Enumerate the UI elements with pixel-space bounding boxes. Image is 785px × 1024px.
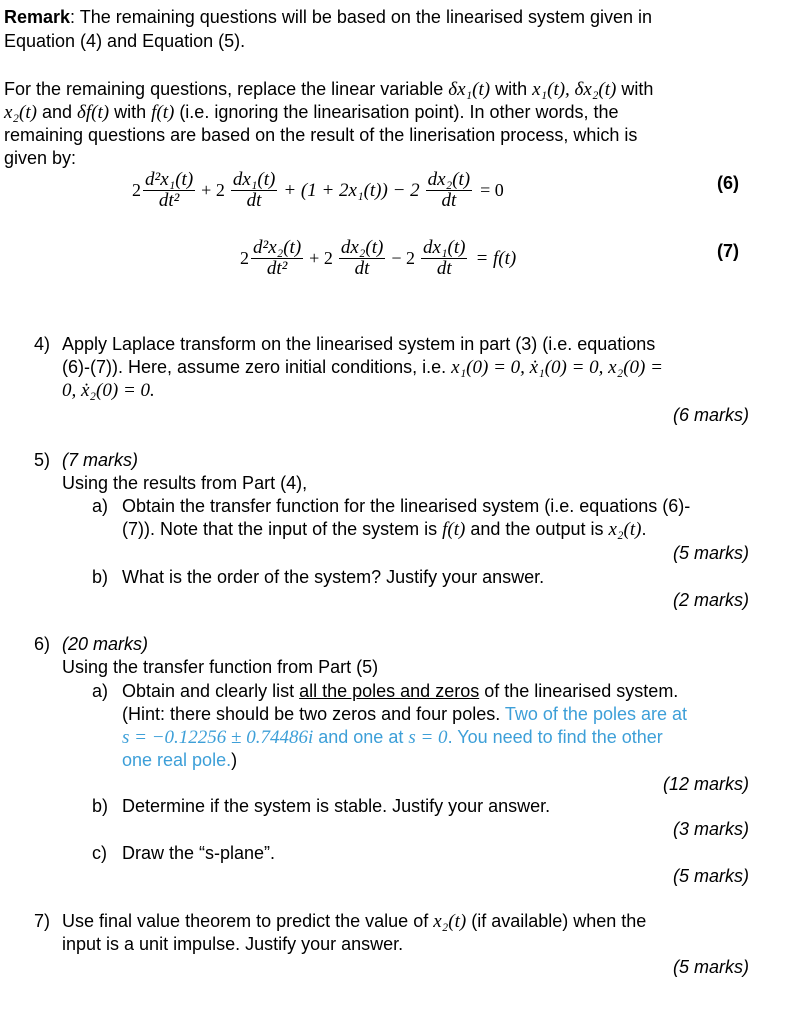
q6a-label: a) bbox=[92, 681, 109, 701]
q6-number: 6) bbox=[34, 634, 51, 654]
q5-intro: Using the results from Part (4), bbox=[62, 473, 308, 493]
q4-number: 4) bbox=[34, 334, 51, 354]
q4-line-1: Apply Laplace transform on the linearised system in part (3) (i.e. equations bbox=[62, 334, 656, 354]
equation-6: 2 $\frac{\text{d²x₁(t)}}{\text{dt²}}$ + 2 $\frac{\text{dx₁(t)}}{dt}$ + (1 + 2x₁(t)) − 2 $\frac{\text{dx₂(t)}}{dt}$ = 0 bbox=[132, 169, 504, 211]
q5a-line-1: Obtain the transfer function for the linearised system (i.e. equations (6)- bbox=[122, 496, 691, 516]
q6b-label: b) bbox=[92, 796, 109, 816]
q6a-line-4: one real pole.) bbox=[122, 750, 238, 770]
fraction: $\frac{\text{d²x₂(t)}}{\text{dt²}}$ bbox=[253, 237, 302, 279]
q5-heading: (7 marks) bbox=[62, 450, 138, 470]
fraction: $\frac{\text{dx₂(t)}}{dt}$ bbox=[427, 169, 471, 211]
fraction: $\frac{\text{dx₁(t)}}{dt}$ bbox=[422, 237, 466, 279]
intro-line-4: given by: bbox=[4, 148, 77, 168]
remark-line-1: Remark: The remaining questions will be based on the linearised system given in bbox=[4, 7, 653, 27]
q6c-marks: (5 marks) bbox=[673, 866, 749, 886]
q6a-line-1: Obtain and clearly list all the poles and zeros of the linearised system. bbox=[122, 681, 679, 701]
q5b-marks: (2 marks) bbox=[673, 590, 749, 610]
q5a-label: a) bbox=[92, 496, 109, 516]
q4-line-3: 0, ẋ₂(0) = 0. bbox=[62, 380, 155, 401]
q7-marks: (5 marks) bbox=[673, 957, 749, 977]
q7-line-1: Use final value theorem to predict the value of x₂(t) (if available) when the bbox=[62, 911, 647, 932]
q6c-text: Draw the “s-plane”. bbox=[122, 843, 276, 863]
q4-line-2: (6)-(7)). Here, assume zero initial conditions, i.e. x₁(0) = 0, ẋ₁(0) = 0, x₂(0) = bbox=[62, 357, 663, 378]
q7-number: 7) bbox=[34, 911, 51, 931]
fraction: $\frac{\text{d²x₁(t)}}{\text{dt²}}$ bbox=[145, 169, 194, 211]
q6b-marks: (3 marks) bbox=[673, 819, 749, 839]
q5-number: 5) bbox=[34, 450, 51, 470]
q5a-marks: (5 marks) bbox=[673, 543, 749, 563]
equation-7-number: (7) bbox=[717, 241, 739, 261]
remark-label: Remark bbox=[4, 7, 71, 27]
intro-line-2: x₂(t) and δf(t) with f(t) (i.e. ignoring the linearisation point). In other words, the bbox=[4, 102, 619, 123]
q5b-label: b) bbox=[92, 567, 109, 587]
remark-line-2: Equation (4) and Equation (5). bbox=[4, 31, 246, 51]
q6c-label: c) bbox=[92, 843, 107, 863]
q6a-line-3: s = −0.12256 ± 0.74486i and one at s = 0. You need to find the other bbox=[122, 727, 663, 748]
q6b-text: Determine if the system is stable. Justify your answer. bbox=[122, 796, 551, 816]
q6a-marks: (12 marks) bbox=[662, 774, 749, 794]
q6-heading: (20 marks) bbox=[62, 634, 149, 654]
q5b-text: What is the order of the system? Justify your answer. bbox=[122, 567, 545, 587]
q7-line-2: input is a unit impulse. Justify your answer. bbox=[62, 934, 404, 954]
equation-7: 2 $\frac{\text{d²x₂(t)}}{\text{dt²}}$ + 2 $\frac{\text{dx₂(t)}}{dt}$ − 2 $\frac{\text{dx₁(t)}}{dt}$ = f(t) bbox=[240, 237, 517, 279]
q5a-line-2: (7)). Note that the input of the system is f(t) and the output is x₂(t). bbox=[122, 519, 647, 540]
q4-marks: (6 marks) bbox=[673, 405, 749, 425]
q6a-line-2: (Hint: there should be two zeros and four poles. Two of the poles are at bbox=[122, 704, 687, 724]
fraction: $\frac{\text{dx₂(t)}}{dt}$ bbox=[340, 237, 384, 279]
equation-6-number: (6) bbox=[717, 173, 739, 193]
q6-intro: Using the transfer function from Part (5) bbox=[62, 657, 379, 677]
fraction: $\frac{\text{dx₁(t)}}{dt}$ bbox=[232, 169, 276, 211]
intro-line-1: For the remaining questions, replace the linear variable δx₁(t) with x₁(t), δx₂(t) with bbox=[4, 79, 654, 100]
intro-line-3: remaining questions are based on the result of the linerisation process, which is bbox=[4, 125, 638, 145]
